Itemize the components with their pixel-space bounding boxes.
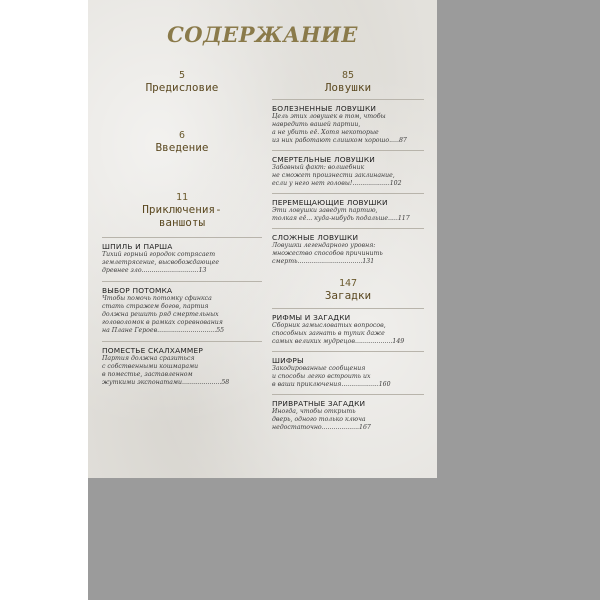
- leader-dots: ....................: [182, 379, 222, 386]
- toc-entry[interactable]: [102, 286, 262, 335]
- entry-description: Тихий горный городок сотрясает землетрясение, высвобождающее древнее зло.............................13: [102, 251, 220, 274]
- leader-dots: ...................: [352, 180, 390, 187]
- entry-description: Забавный факт: волшебник не сможет произнести заклинание, если у него нет головы!...................102: [272, 164, 402, 187]
- chapter-preface[interactable]: [102, 70, 262, 94]
- divider: [272, 228, 424, 229]
- entry-page-number: 117: [397, 215, 410, 222]
- entry-page-number: 160: [378, 381, 391, 388]
- entry-page-number: 58: [221, 379, 230, 386]
- entry-description: Партия должна сразиться с собственными кошмарами в поместье, заставленном жуткими экспонатами....................58: [102, 355, 230, 386]
- entry-description: Закодированные сообщения и способы легко встроить их в ваши приключения...................160: [272, 365, 391, 388]
- chapter-intro[interactable]: [102, 130, 262, 154]
- toc-entry[interactable]: [272, 399, 424, 432]
- toc-entry[interactable]: [272, 313, 424, 346]
- leader-dots: .............................: [141, 267, 199, 274]
- entry-title: ВЫБОР ПОТОМКА: [102, 286, 173, 295]
- leader-dots: ...................: [355, 338, 393, 345]
- divider: [102, 237, 262, 238]
- entry-description: Эти ловушки заведут партию, толкая её... куда-нибудь подальше.....117: [272, 207, 410, 222]
- divider: [102, 341, 262, 342]
- riddles-entries: [272, 308, 424, 432]
- chapter-page-number: 6: [178, 130, 186, 141]
- entry-title: ПРИВРАТНЫЕ ЗАГАДКИ: [272, 399, 366, 408]
- chapter-riddles[interactable]: [272, 278, 424, 302]
- entry-description: Сборник замысловатых вопросов, способных загнать в тупик даже самых великих мудрецов...................149: [272, 322, 405, 345]
- chapter-title: Загадки: [324, 289, 372, 302]
- entry-description: Ловушки легендарного уровня: множество способов причинить смерть.................................131: [272, 242, 383, 265]
- chapter-page-number: 85: [341, 70, 355, 81]
- chapter-page-number: 5: [178, 70, 186, 81]
- divider: [102, 281, 262, 282]
- entry-title: БОЛЕЗНЕННЫЕ ЛОВУШКИ: [272, 104, 377, 113]
- entry-page-number: 149: [392, 338, 405, 345]
- entry-title: ШПИЛЬ И ПАРША: [102, 242, 173, 251]
- leader-dots: ...................: [341, 381, 379, 388]
- leader-dots: ..............................: [157, 327, 217, 334]
- entry-page-number: 131: [362, 258, 375, 265]
- leader-dots: .....: [388, 215, 398, 222]
- chapter-title-line2: ваншоты: [158, 216, 206, 229]
- divider: [272, 150, 424, 151]
- divider: [272, 193, 424, 194]
- entry-page-number: 55: [216, 327, 225, 334]
- toc-entry[interactable]: [272, 155, 424, 188]
- divider: [272, 99, 424, 100]
- chapter-title: Ловушки: [324, 81, 372, 94]
- traps-entries: [272, 99, 424, 266]
- leader-dots: ...................: [321, 424, 360, 431]
- entry-title: ШИФРЫ: [272, 356, 304, 365]
- entry-title: СЛОЖНЫЕ ЛОВУШКИ: [272, 233, 359, 242]
- entry-description: Иногда, чтобы открыть дверь, одного только ключа недостаточно...................167: [272, 408, 371, 431]
- toc-entry[interactable]: [272, 198, 424, 223]
- chapter-title: Введение: [155, 141, 209, 154]
- divider: [272, 351, 424, 352]
- divider: [272, 394, 424, 395]
- page-title: СОДЕРЖАНИЕ: [167, 22, 358, 47]
- leader-dots: .....: [389, 137, 399, 144]
- chapter-traps[interactable]: [272, 70, 424, 94]
- background-gray-bottom: [88, 478, 600, 600]
- chapter-title-line1: Приключения-: [142, 203, 222, 216]
- adventures-entries: [102, 237, 262, 387]
- entry-page-number: 167: [359, 424, 371, 431]
- chapter-page-number: 147: [338, 278, 358, 289]
- chapter-title: Предисловие: [145, 81, 219, 94]
- right-column: [272, 70, 424, 432]
- entry-description: Чтобы помочь потомку сфинкса стать стражем богов, партия должна решить ряд смертельных головоломок в рамках соревнования на Плане Героев..............................55: [102, 295, 225, 334]
- entry-title: РИФМЫ И ЗАГАДКИ: [272, 313, 351, 322]
- toc-entry[interactable]: [102, 242, 262, 275]
- contents-page: [88, 0, 437, 478]
- chapter-adventures[interactable]: [102, 192, 262, 229]
- chapter-page-number: 11: [175, 192, 189, 203]
- entry-title: СМЕРТЕЛЬНЫЕ ЛОВУШКИ: [272, 155, 375, 164]
- toc-entry[interactable]: [102, 346, 262, 387]
- leader-dots: .................................: [297, 258, 363, 265]
- toc-entry[interactable]: [272, 104, 424, 145]
- entry-title: ПЕРЕМЕЩАЮЩИЕ ЛОВУШКИ: [272, 198, 388, 207]
- entry-page-number: 87: [398, 137, 407, 144]
- entry-page-number: 102: [389, 180, 402, 187]
- entry-description: Цель этих ловушек в том, чтобы навредить вашей партии, а не убить её. Хотя некоторые из них работают слишком хорошо.....87: [272, 113, 407, 144]
- toc-entry[interactable]: [272, 233, 424, 266]
- toc-entry[interactable]: [272, 356, 424, 389]
- entry-title: ПОМЕСТЬЕ СКАЛХАММЕР: [102, 346, 204, 355]
- left-column: [102, 70, 262, 387]
- divider: [272, 308, 424, 309]
- entry-page-number: 13: [198, 267, 207, 274]
